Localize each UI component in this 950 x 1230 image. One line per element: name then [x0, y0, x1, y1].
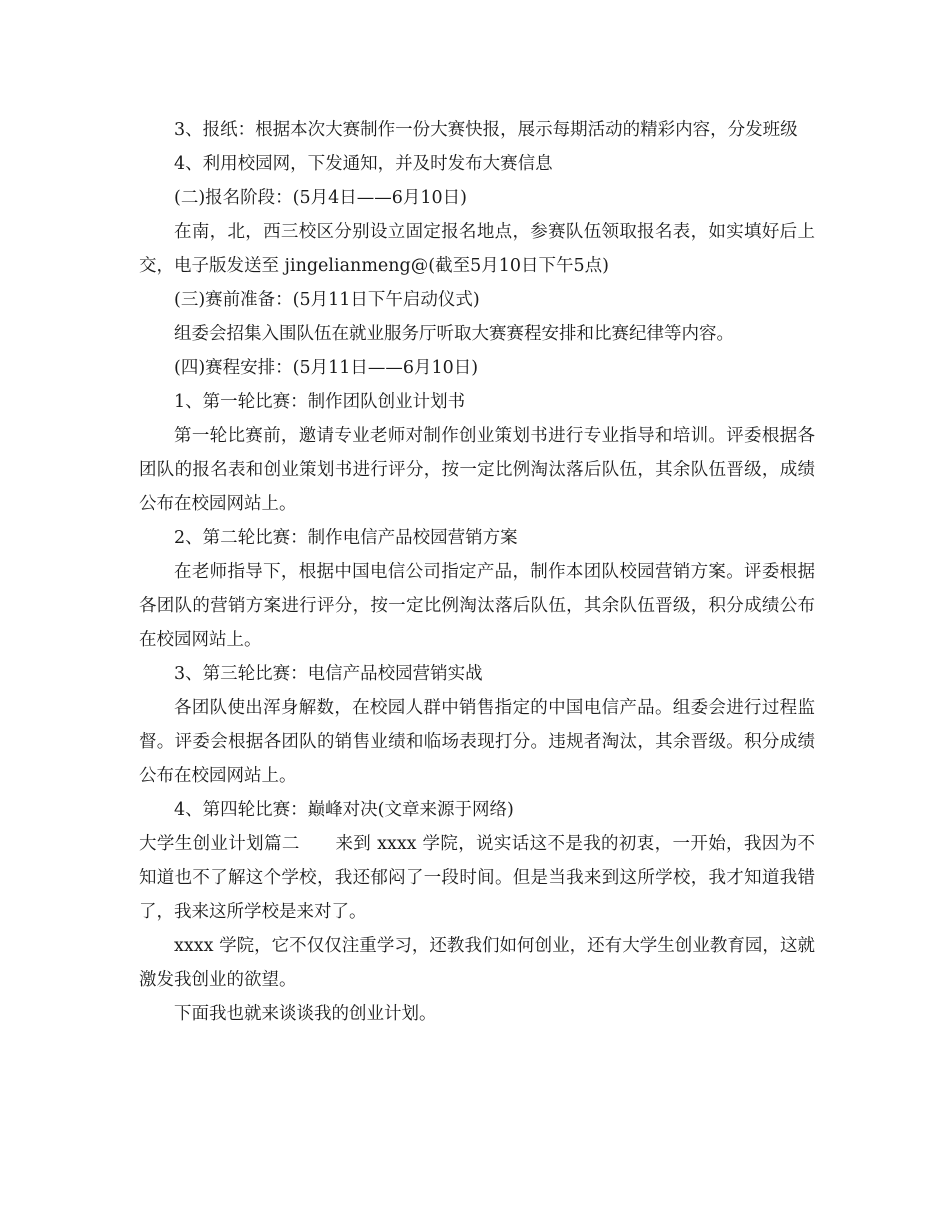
paragraph-campus-network: 4、利用校园网，下发通知，并及时发布大赛信息 [174, 154, 553, 174]
heading-round-three: 3、第三轮比赛：电信产品校园营销实战 [174, 664, 483, 684]
paragraph-round-two: 在老师指导下，根据中国电信公司指定产品，制作本团队校园营销方案。评委根据各团队的营销方案进行评分，按一定比例淘汰落后队伍，其余队伍晋级，积分成绩公布在校园网站上。 [139, 562, 815, 650]
heading-round-four: 4、第四轮比赛：巅峰对决(文章来源于网络) [174, 800, 514, 820]
heading-round-two: 2、第二轮比赛：制作电信产品校园营销方案 [174, 528, 518, 548]
paragraph-plan-two-intro: 大学生创业计划篇二 来到 xxxx 学院，说实话这不是我的初衷，一开始，我因为不知道也不了解这个学校，我还郁闷了一段时间。但是当我来到这所学校，我才知道我错了，我来这所学校是来对了。 [139, 834, 815, 922]
document-body [139, 113, 815, 1031]
paragraph-newspaper: 3、报纸：根据本次大赛制作一份大赛快报，展示每期活动的精彩内容，分发班级 [174, 120, 798, 140]
heading-round-one: 1、第一轮比赛：制作团队创业计划书 [174, 392, 466, 412]
paragraph-college-description: xxxx 学院，它不仅仅注重学习，还教我们如何创业，还有大学生创业教育园，这就激发我创业的欲望。 [139, 936, 815, 990]
paragraph-plan-lead-in: 下面我也就来谈谈我的创业计划。 [174, 1004, 437, 1024]
heading-registration-stage: (二)报名阶段：(5月4日——6月10日) [174, 188, 467, 208]
heading-schedule: (四)赛程安排：(5月11日——6月10日) [174, 358, 479, 378]
paragraph-round-one: 第一轮比赛前，邀请专业老师对制作创业策划书进行专业指导和培训。评委根据各团队的报名表和创业策划书进行评分，按一定比例淘汰落后队伍，其余队伍晋级，成绩公布在校园网站上。 [139, 426, 815, 514]
heading-pre-competition: (三)赛前准备：(5月11日下午启动仪式) [174, 290, 480, 310]
paragraph-round-three: 各团队使出浑身解数，在校园人群中销售指定的中国电信产品。组委会进行过程监督。评委会根据各团队的销售业绩和临场表现打分。违规者淘汰，其余晋级。积分成绩公布在校园网站上。 [139, 698, 815, 786]
paragraph-registration-details: 在南，北，西三校区分别设立固定报名地点，参赛队伍领取报名表，如实填好后上交，电子版发送至 jingelianmeng@(截至5月10日下午5点) [139, 222, 815, 276]
paragraph-pre-competition-details: 组委会招集入围队伍在就业服务厅听取大赛赛程安排和比赛纪律等内容。 [174, 324, 734, 344]
